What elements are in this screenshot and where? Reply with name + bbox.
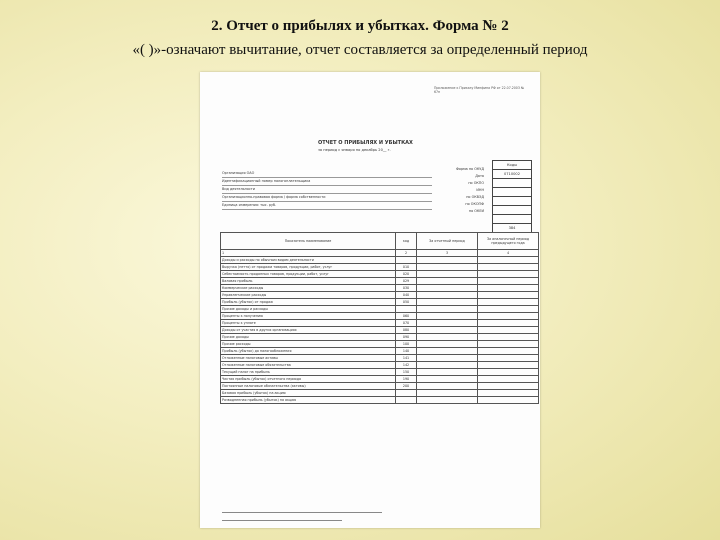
code-label: по ОКВЭД <box>466 195 484 199</box>
table-cell <box>417 362 478 369</box>
codes-row <box>493 161 532 170</box>
table-cell <box>478 271 539 278</box>
slide-title-line1: 2. Отчет о прибылях и убытках. Форма № 2 <box>211 18 509 34</box>
table-cell: Доходы и расходы по обычным видам деятельности <box>221 257 396 264</box>
scanned-form-image <box>200 72 540 528</box>
table-cell: Прочие расходы <box>221 341 396 348</box>
codes-row <box>493 188 532 197</box>
table-row <box>221 390 539 397</box>
table-row <box>221 292 539 299</box>
table-cell: Доходы от участия в других организациях <box>221 327 396 334</box>
table-row <box>221 306 539 313</box>
table-cell: 070 <box>396 320 417 327</box>
code-cell <box>493 188 532 197</box>
table-cell: 040 <box>396 292 417 299</box>
table-cell <box>478 320 539 327</box>
table-cell <box>417 383 478 390</box>
table-cell: 190 <box>396 376 417 383</box>
table-cell <box>417 285 478 292</box>
column-header: За отчетный период <box>417 233 478 250</box>
table-cell <box>478 341 539 348</box>
table-cell <box>478 334 539 341</box>
table-row <box>221 285 539 292</box>
table-cell <box>417 278 478 285</box>
report-table <box>220 232 539 404</box>
table-cell <box>478 383 539 390</box>
table-cell: Управленческие расходы <box>221 292 396 299</box>
signature-line <box>222 520 342 521</box>
table-cell: Постоянные налоговые обязательства (активы) <box>221 383 396 390</box>
table-cell <box>417 299 478 306</box>
table-cell <box>396 397 417 404</box>
code-cell <box>493 215 532 224</box>
table-cell: 029 <box>396 278 417 285</box>
table-cell <box>417 334 478 341</box>
table-cell <box>478 299 539 306</box>
table-cell: 090 <box>396 334 417 341</box>
column-header: За аналогичный период предыдущего года <box>478 233 539 250</box>
slide-title <box>0 14 720 62</box>
table-row <box>221 397 539 404</box>
table-cell: 4 <box>478 250 539 257</box>
table-cell: Проценты к уплате <box>221 320 396 327</box>
table-cell <box>417 341 478 348</box>
table-cell: Отложенные налоговые активы <box>221 355 396 362</box>
table-cell: Проценты к получению <box>221 313 396 320</box>
table-cell <box>417 397 478 404</box>
table-cell <box>478 327 539 334</box>
table-cell <box>478 397 539 404</box>
codes-row <box>493 179 532 188</box>
code-cell <box>493 197 532 206</box>
table-cell: Себестоимость проданных товаров, продукции, работ, услуг <box>221 271 396 278</box>
codes-row <box>493 215 532 224</box>
table-cell: Чистая прибыль (убыток) отчетного периода <box>221 376 396 383</box>
table-row <box>221 278 539 285</box>
table-cell: 140 <box>396 348 417 355</box>
code-label: по ОКПО <box>468 181 484 185</box>
table-cell <box>478 278 539 285</box>
table-row <box>221 299 539 306</box>
table-cell <box>478 292 539 299</box>
slide-title-line2: «( )»-означают вычитание, отчет составляется за определенный период <box>132 42 588 58</box>
table-cell: 100 <box>396 341 417 348</box>
form-subtitle: за период с января по декабрь 20__ г. <box>318 148 391 152</box>
table-cell: Прибыль (убыток) от продаж <box>221 299 396 306</box>
table-row <box>221 341 539 348</box>
table-cell <box>417 313 478 320</box>
table-cell <box>417 348 478 355</box>
table-row <box>221 257 539 264</box>
table-cell: Прочие доходы и расходы <box>221 306 396 313</box>
form-code-labels <box>434 166 484 215</box>
table-cell: 1 <box>221 250 396 257</box>
table-cell <box>417 369 478 376</box>
code-label: Дата <box>475 174 484 178</box>
table-row <box>221 264 539 271</box>
table-row <box>221 250 539 257</box>
codes-row <box>493 206 532 215</box>
table-cell: Коммерческие расходы <box>221 285 396 292</box>
table-cell: 050 <box>396 299 417 306</box>
table-cell <box>417 271 478 278</box>
table-cell <box>478 313 539 320</box>
table-row <box>221 355 539 362</box>
table-cell: Текущий налог на прибыль <box>221 369 396 376</box>
signature-line <box>222 512 382 513</box>
table-cell: 030 <box>396 285 417 292</box>
code-cell <box>493 206 532 215</box>
table-cell <box>478 306 539 313</box>
table-cell <box>396 390 417 397</box>
codes-row <box>493 170 532 179</box>
table-cell <box>478 285 539 292</box>
code-cell: 0710002 <box>493 170 532 179</box>
form-field: Идентификационный номер налогоплательщика <box>222 178 432 186</box>
table-cell: 150 <box>396 369 417 376</box>
table-row <box>221 362 539 369</box>
table-cell: Прочие доходы <box>221 334 396 341</box>
table-cell <box>478 362 539 369</box>
code-cell: 384 <box>493 224 532 233</box>
column-header: Показатель наименование <box>221 233 396 250</box>
table-cell <box>417 264 478 271</box>
table-cell: Прибыль (убыток) до налогообложения <box>221 348 396 355</box>
form-fields <box>222 170 432 210</box>
table-row <box>221 348 539 355</box>
table-cell <box>396 257 417 264</box>
table-cell <box>417 355 478 362</box>
form-field: Единица измерения: тыс. руб. <box>222 202 432 210</box>
table-cell <box>478 390 539 397</box>
table-cell: 3 <box>417 250 478 257</box>
table-cell: 142 <box>396 362 417 369</box>
table-cell <box>417 390 478 397</box>
table-cell: Базовая прибыль (убыток) на акцию <box>221 390 396 397</box>
form-field: Организация ОАО <box>222 170 432 178</box>
table-cell: 141 <box>396 355 417 362</box>
codes-row <box>493 197 532 206</box>
table-cell <box>478 376 539 383</box>
table-cell <box>478 355 539 362</box>
table-cell <box>478 257 539 264</box>
code-label: по ОКЕИ <box>468 209 484 213</box>
table-cell: Валовая прибыль <box>221 278 396 285</box>
code-label: по ОКОПФ <box>465 202 484 206</box>
code-cell: Коды <box>493 161 532 170</box>
code-label: Форма по ОКУД <box>455 167 484 171</box>
code-label: ИНН <box>476 188 484 192</box>
table-cell <box>396 306 417 313</box>
table-cell <box>417 306 478 313</box>
table-cell: 080 <box>396 327 417 334</box>
form-field: Вид деятельности <box>222 186 432 194</box>
table-cell: 200 <box>396 383 417 390</box>
table-cell: 020 <box>396 271 417 278</box>
table-cell <box>417 292 478 299</box>
table-cell <box>417 320 478 327</box>
table-cell <box>417 257 478 264</box>
table-row <box>221 320 539 327</box>
table-row <box>221 271 539 278</box>
column-header: код <box>396 233 417 250</box>
table-cell <box>417 376 478 383</box>
table-row <box>221 383 539 390</box>
table-cell: 2 <box>396 250 417 257</box>
table-cell <box>478 348 539 355</box>
table-cell: 060 <box>396 313 417 320</box>
table-row <box>221 313 539 320</box>
table-row <box>221 327 539 334</box>
table-row <box>221 369 539 376</box>
table-cell: Отложенные налоговые обязательства <box>221 362 396 369</box>
table-row <box>221 376 539 383</box>
table-cell: 010 <box>396 264 417 271</box>
table-cell: Разводненная прибыль (убыток) на акцию <box>221 397 396 404</box>
form-header-note: Приложение к Приказу Минфина РФ от 22.07.2003 № 67н <box>434 86 525 94</box>
table-cell <box>417 327 478 334</box>
form-title: ОТЧЕТ О ПРИБЫЛЯХ И УБЫТКАХ <box>318 140 413 146</box>
table-header-row <box>221 233 539 250</box>
table-row <box>221 334 539 341</box>
codes-box <box>492 160 532 233</box>
table-cell: Выручка (нетто) от продажи товаров, продукции, работ, услуг <box>221 264 396 271</box>
table-cell <box>478 264 539 271</box>
code-cell <box>493 179 532 188</box>
table-cell <box>478 369 539 376</box>
form-field: Организационно-правовая форма / форма собственности <box>222 194 432 202</box>
